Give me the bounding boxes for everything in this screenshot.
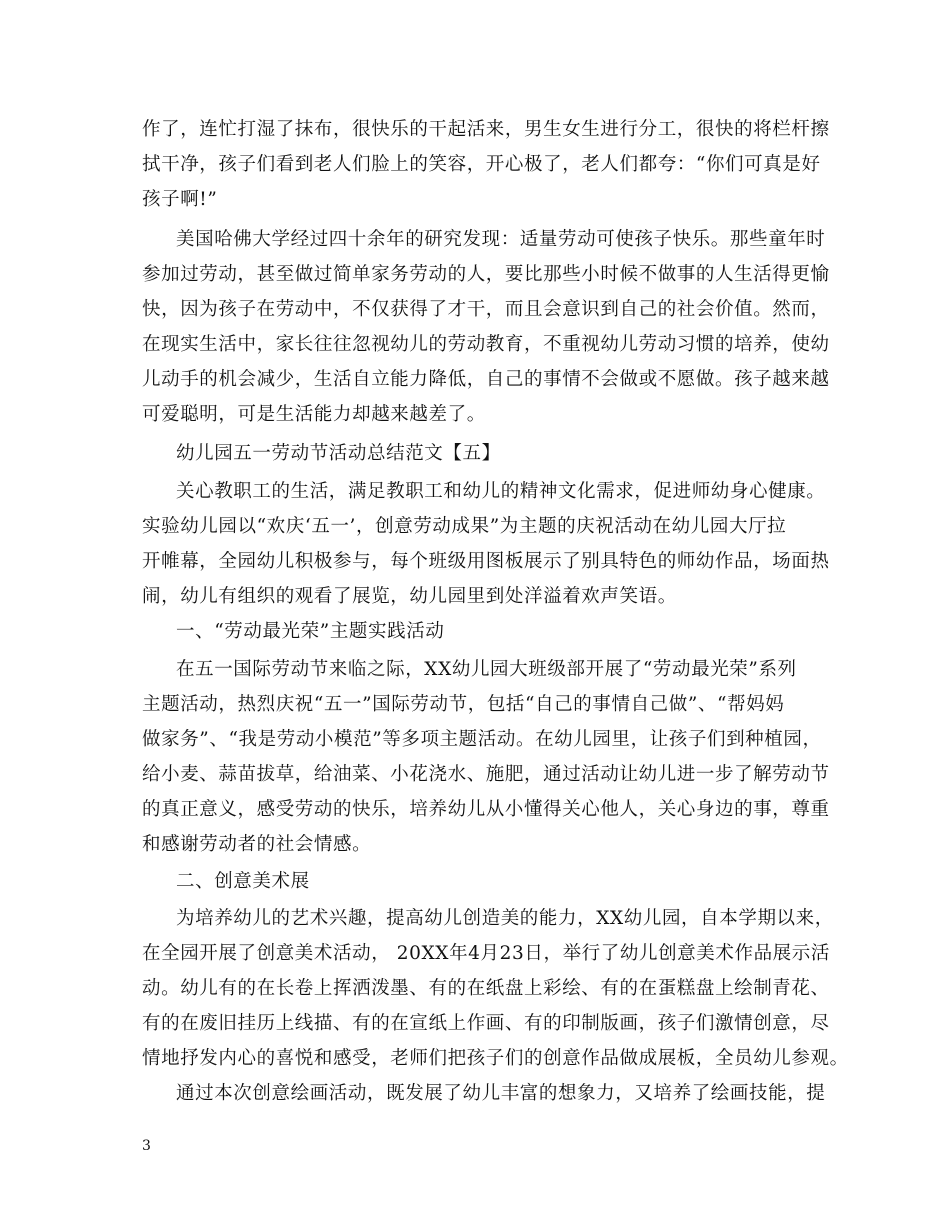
text-line: 在现实生活中，家长往往忽视幼儿的劳动教育，不重视幼儿劳动习惯的培养，使幼 <box>142 334 830 355</box>
text-line: 快，因为孩子在劳动中，不仅获得了才干，而且会意识到自己的社会价值。然而， <box>142 299 830 320</box>
text-line: 给小麦、蒜苗拔草，给油菜、小花浇水、施肥，通过活动让幼儿进一步了解劳动节 <box>142 764 830 785</box>
text-line: 儿动手的机会减少，生活自立能力降低，自己的事情不会做或不愿做。孩子越来越 <box>142 369 830 390</box>
text-line: 主题活动，热烈庆祝“五一”国际劳动节，包括“自己的事情自己做”、“帮妈妈 <box>142 694 785 715</box>
text-line: 情地抒发内心的喜悦和感受，老师们把孩子们的创意作品做成展板，全员幼儿参观。 <box>142 1048 849 1069</box>
paragraph-start: 在五一国际劳动节来临之际，XX幼儿园大班级部开展了“劳动最光荣”系列 <box>176 659 797 680</box>
text-line: 闹，幼儿有组织的观看了展览，幼儿园里到处洋溢着欢声笑语。 <box>142 586 677 607</box>
text-line: 在全园开展了创意美术活动， 20XX年4月23日，举行了幼儿创意美术作品展示活 <box>142 943 830 964</box>
text-line: 拭干净，孩子们看到老人们脸上的笑容，开心极了，老人们都夸：“你们可真是好 <box>142 154 821 175</box>
text-line: 做家务”、“我是劳动小模范”等多项主题活动。在幼儿园里，让孩子们到种植园， <box>142 729 822 750</box>
text-line: 孩子啊!” <box>142 189 218 210</box>
paragraph-start: 美国哈佛大学经过四十余年的研究发现：适量劳动可使孩子快乐。那些童年时 <box>176 229 826 250</box>
subsection-heading: 二、创意美术展 <box>176 871 310 892</box>
text-line: 参加过劳动，甚至做过简单家务劳动的人，要比那些小时候不做事的人生活得更愉 <box>142 264 830 285</box>
text-line: 作了，连忙打湿了抹布，很快乐的干起活来，男生女生进行分工，很快的将栏杆擦 <box>142 119 830 140</box>
text-line: 实验幼儿园以“欢庆‘五一’，创意劳动成果”为主题的庆祝活动在幼儿园大厅拉 <box>142 516 787 537</box>
text-line: 有的在废旧挂历上线描、有的在宣纸上作画、有的印制版画，孩子们激情创意，尽 <box>142 1013 830 1034</box>
text-line: 开帷幕，全园幼儿积极参与，每个班级用图板展示了别具特色的师幼作品，场面热 <box>142 551 830 572</box>
page-number: 3 <box>142 1138 151 1154</box>
text-line: 动。幼儿有的在长卷上挥洒泼墨、有的在纸盘上彩绘、有的在蛋糕盘上绘制青花、 <box>142 978 830 999</box>
section-heading: 幼儿园五一劳动节活动总结范文【五】 <box>176 443 501 464</box>
text-line: 可爱聪明，可是生活能力却越来越差了。 <box>142 404 486 425</box>
text-line: 和感谢劳动者的社会情感。 <box>142 834 372 855</box>
paragraph-start: 关心教职工的生活，满足教职工和幼儿的精神文化需求，促进师幼身心健康。 <box>176 481 826 502</box>
paragraph-start: 通过本次创意绘画活动，既发展了幼儿丰富的想象力，又培养了绘画技能，提 <box>176 1083 826 1104</box>
paragraph-start: 为培养幼儿的艺术兴趣，提高幼儿创造美的能力，XX幼儿园，自本学期以来， <box>176 908 834 929</box>
subsection-heading: 一、“劳动最光荣”主题实践活动 <box>176 621 445 642</box>
text-line: 的真正意义，感受劳动的快乐，培养幼儿从小懂得关心他人，关心身边的事，尊重 <box>142 799 830 820</box>
